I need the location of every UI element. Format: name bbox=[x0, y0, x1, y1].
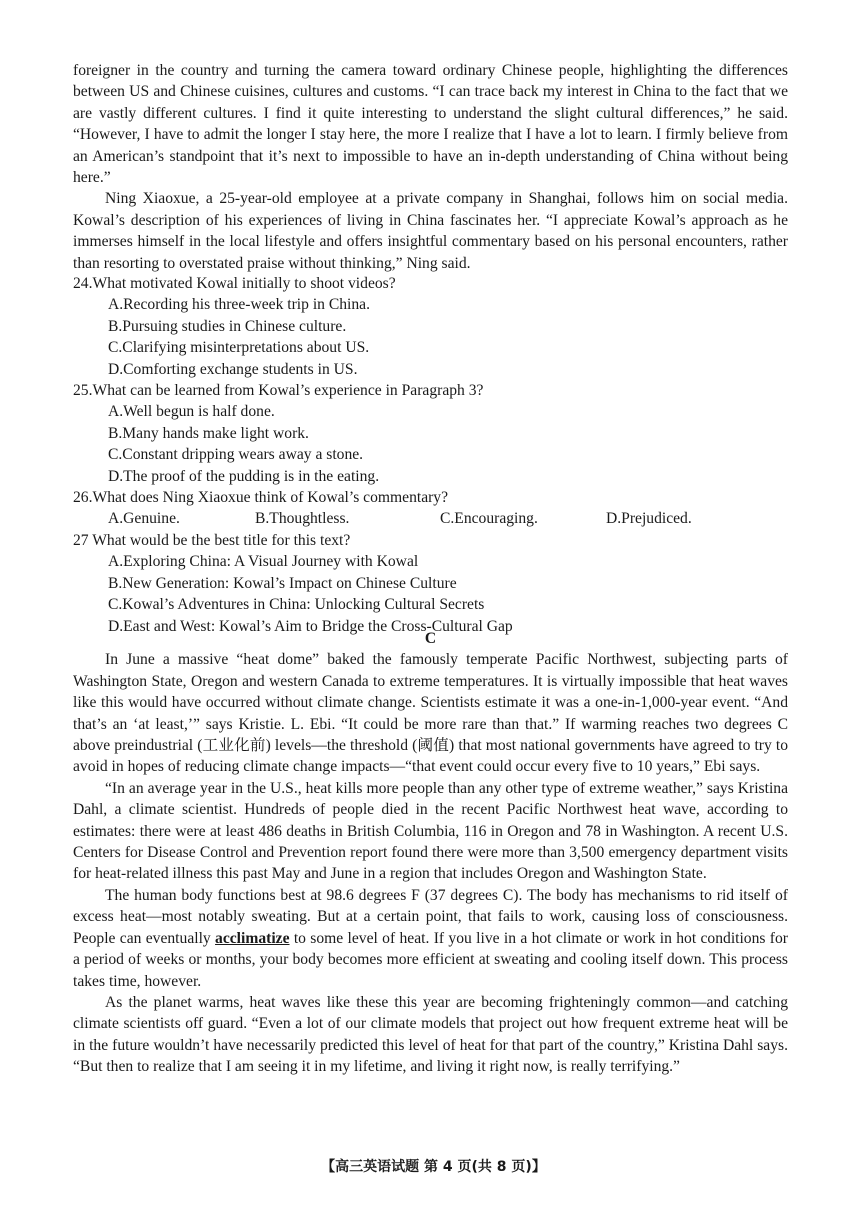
paragraph-text: to some level of heat. If you live in a hot climate or work in hot conditions for a period of weeks or months, your body becomes more efficient at sweating and cooling itself down. This process takes time, however. bbox=[73, 929, 788, 990]
page-footer: 【高三英语试题 第 4 页(共 8 页)】 bbox=[321, 1159, 546, 1175]
paragraph: foreigner in the country and turning the camera toward ordinary Chinese people, highlighting the differences between US and Chinese cuisines, cultures and customs. “I can trace back my interest in China to the fact that we are vastly different cultures. I find it quite interesting to understand the slight cultural differences,” he said. “However, I have to admit the longer I stay here, the more I realize that I have a lot to learn. I firmly believe from an American’s standpoint that it’s next to impossible to have an in-depth understanding of China without being here.” bbox=[73, 62, 788, 187]
answer-option: A.Exploring China: A Visual Journey with Kowal bbox=[108, 553, 419, 571]
answer-option: B.Pursuing studies in Chinese culture. bbox=[108, 317, 347, 335]
paragraph: In June a massive “heat dome” baked the famously temperate Pacific Northwest, subjecting parts of Washington State, Oregon and western Canada to extreme temperatures. It is virtually impossible that heat waves like this would have occurred without climate change. Scientists estimate it was a one-in-1,000-year event. “And that’s an ‘at least,’” says Kristie. L. Ebi. “It could be more rare than that.” If warming reaches two degrees C above preindustrial (工业化前) levels—the threshold (阈值) that most national governments have agreed to try to avoid in hopes of reducing climate change impacts—“that event could occur every five to 10 years,” Ebi says. bbox=[73, 651, 788, 776]
paragraph-text: The human body functions best at 98.6 degrees F (37 degrees C). The body has mechanisms to rid itself of excess heat—most notably sweating. But at a certain point, that fails to work, causing loss of consciousness. People can eventually bbox=[73, 886, 788, 947]
section-heading: C bbox=[424, 630, 437, 647]
answer-option: D.Comforting exchange students in US. bbox=[108, 360, 358, 378]
paragraph bbox=[73, 885, 788, 992]
answer-option: D.Prejudiced. bbox=[606, 510, 692, 528]
paragraph: Ning Xiaoxue, a 25-year-old employee at a private company in Shanghai, follows him on social media. Kowal’s description of his experiences of living in China fascinates her. “I appreciate Kowal’s approach as he immerses himself in the local lifestyle and offers insightful commentary based on his personal encounters, rather than resorting to overstated praise without thinking,” Ning said. bbox=[73, 190, 788, 272]
answer-options-row bbox=[73, 508, 788, 529]
answer-option: A.Genuine. bbox=[108, 510, 180, 528]
answer-option: C.Encouraging. bbox=[440, 510, 538, 528]
answer-option: C.Clarifying misinterpretations about US. bbox=[108, 339, 370, 357]
question-stem: 26.What does Ning Xiaoxue think of Kowal’s commentary? bbox=[73, 489, 449, 507]
paragraph: As the planet warms, heat waves like these this year are becoming frighteningly common—and catching climate scientists off guard. “Even a lot of our climate models that project out how frequent extreme heat will be in the future wouldn’t have necessarily predicted this level of heat for that part of the country,” Kristina Dahl says. “But then to realize that I am seeing it in my lifetime, and living it right now, is really terrifying.” bbox=[73, 993, 788, 1076]
answer-option: B.Thoughtless. bbox=[255, 510, 350, 528]
answer-option: C.Constant dripping wears away a stone. bbox=[108, 446, 364, 464]
question-stem: 27 What would be the best title for this text? bbox=[73, 531, 351, 549]
question-stem: 25.What can be learned from Kowal’s experience in Paragraph 3? bbox=[73, 382, 484, 400]
answer-option: A.Well begun is half done. bbox=[108, 403, 275, 421]
passage-c bbox=[73, 628, 788, 1078]
answer-option: B.Many hands make light work. bbox=[108, 424, 309, 442]
question-stem: 24.What motivated Kowal initially to shoot videos? bbox=[73, 275, 396, 292]
paragraph: “In an average year in the U.S., heat kills more people than any other type of extreme weather,” says Kristina Dahl, a climate scientist. Hundreds of people died in the recent Pacific Northwest heat wave, according to estimates: there were at least 486 deaths in British Columbia, 116 in Oregon and 78 in Washington. A recent U.S. Centers for Disease Control and Prevention report found there were more than 3,500 emergency department visits for heat-related illness this past May and June in a region that includes Oregon and Washington State. bbox=[73, 779, 788, 883]
questions-block bbox=[73, 273, 788, 637]
answer-option: D.East and West: Kowal’s Aim to Bridge the Cross-Cultural Gap bbox=[108, 617, 513, 635]
answer-option: C.Kowal’s Adventures in China: Unlocking Cultural Secrets bbox=[108, 596, 485, 614]
passage-b-continuation bbox=[73, 60, 788, 274]
answer-option: D.The proof of the pudding is in the eating. bbox=[108, 467, 380, 485]
answer-option: A.Recording his three-week trip in China. bbox=[108, 296, 370, 314]
underlined-word: acclimatize bbox=[215, 929, 290, 947]
answer-option: B.New Generation: Kowal’s Impact on Chinese Culture bbox=[108, 574, 457, 592]
